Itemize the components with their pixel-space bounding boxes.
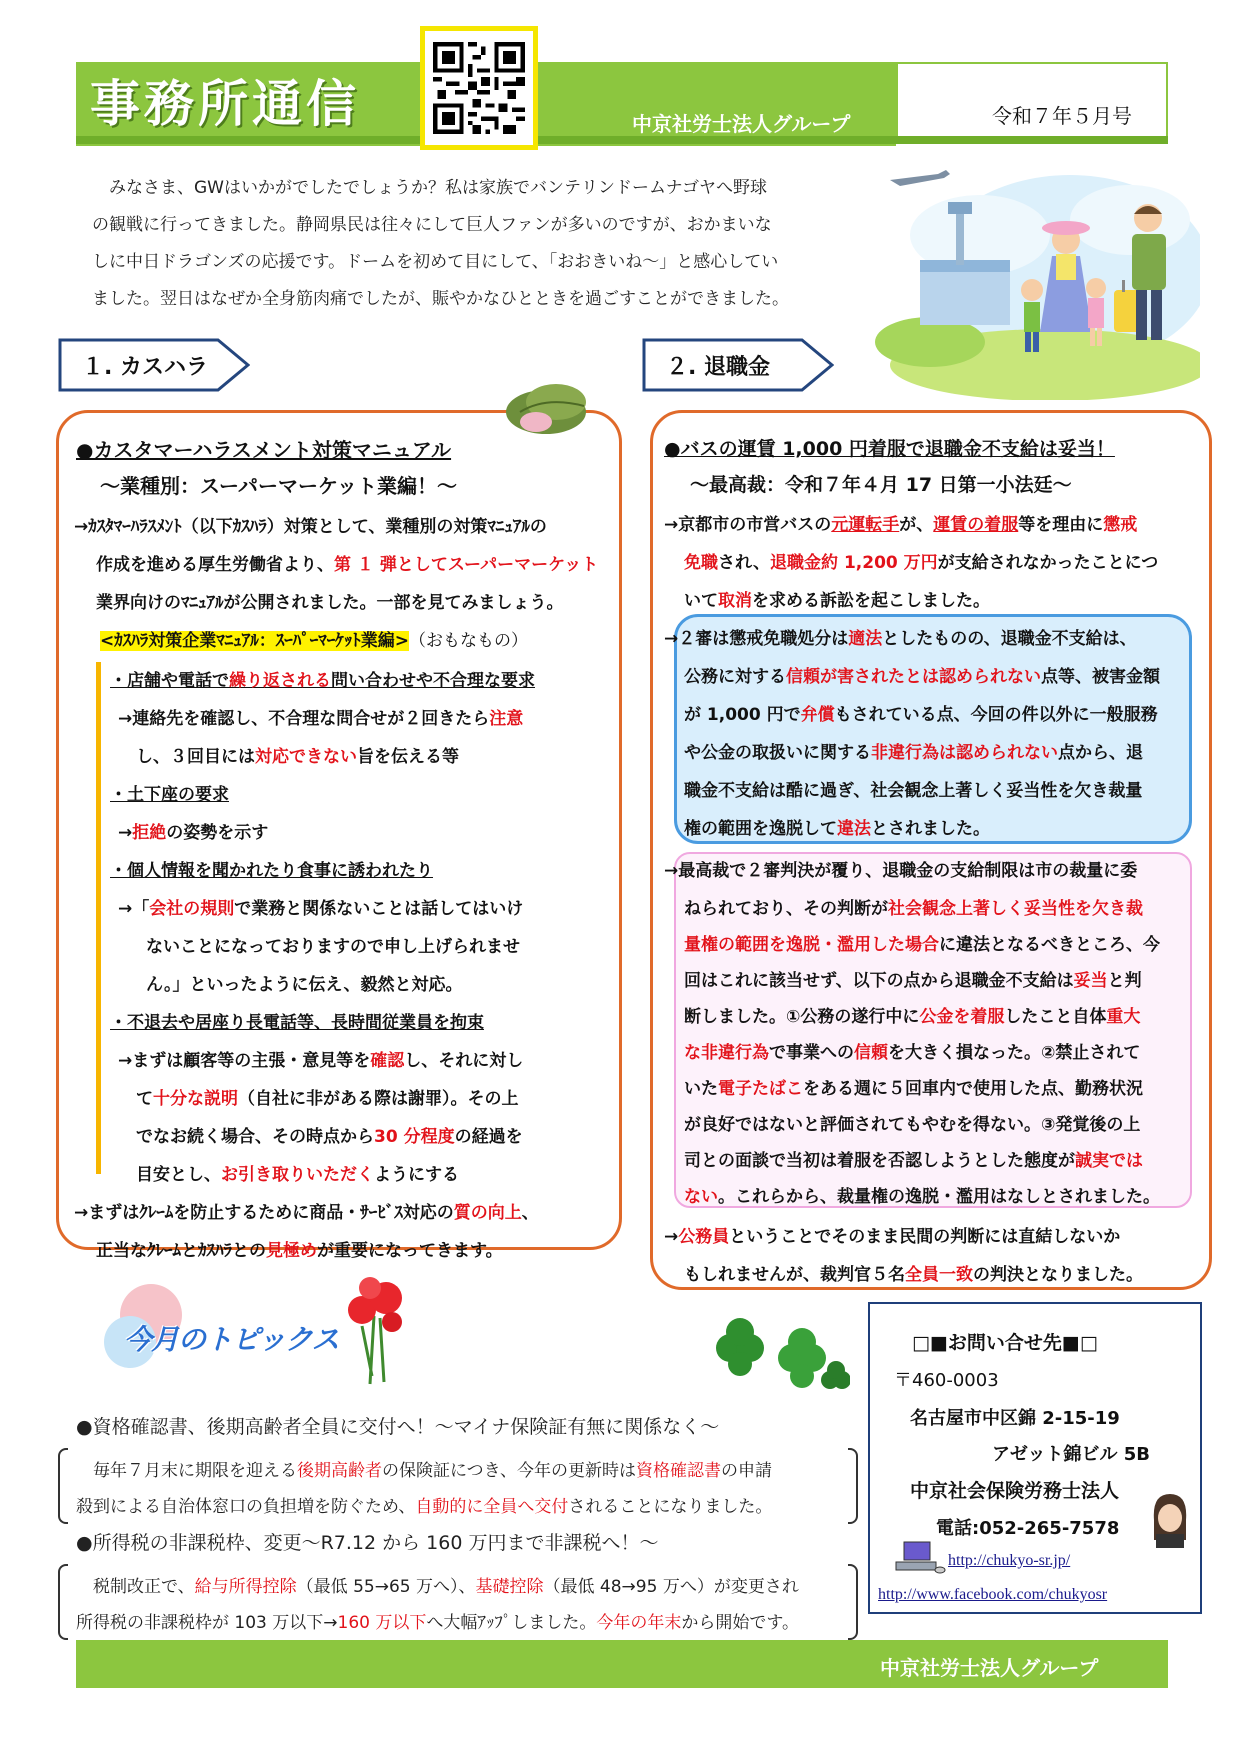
section2-para3-line: いた電子たばこをある週に５回車内で使用した点、勤務状況 [684, 1079, 1143, 1099]
bracket [58, 1564, 68, 1640]
contact-phone: 電話:052-265-7578 [936, 1518, 1120, 1539]
intro-line: しに中日ドラゴンズの応援です。ドームを初めて目にして、「おおきいね～」と感心してい [92, 252, 779, 272]
section2-para1-line: 免職され、退職金約 1,200 万円が支給されなかったことにつ [684, 553, 1159, 573]
kasuhara-item-body: →「会社の規則で業務と関係ないことは話してはいけ [118, 899, 524, 919]
kasuhara-item-body: て十分な説明（自社に非がある際は謝罪）。その上 [136, 1089, 519, 1109]
section2-para3-line: 断しました。①公務の遂行中に公金を着服したこと自体重大 [684, 1007, 1141, 1027]
kashiwa-mochi-icon [500, 366, 596, 440]
tab-kasuhara [58, 338, 250, 392]
website-link[interactable]: http://chukyo-sr.jp/ [948, 1552, 1071, 1569]
section2-para3-line: 司との面談で当初は着服を否認しようとした態度が誠実では [684, 1151, 1143, 1171]
contact-company: 中京社会保険労務士法人 [910, 1480, 1120, 1502]
section1-intro-line: 作成を進める厚生労働省より、第 １ 弾としてスーパーマーケット [96, 555, 599, 575]
tab-label: ２. 退職金 [666, 355, 771, 380]
bracket [848, 1448, 858, 1524]
kasuhara-item-head: ・土下座の要求 [110, 785, 229, 805]
contact-address: 名古屋市中区錦 2-15-19 [910, 1408, 1120, 1429]
qr-code-icon[interactable] [420, 26, 538, 150]
section1-heading: ●カスタマーハラスメント対策マニュアル [76, 438, 452, 462]
section2-para2-line: 職金不支給は酷に過ぎ、社会観念上著しく妥当性を欠き裁量 [684, 781, 1143, 801]
section1-intro-line: 業界向けのﾏﾆｭｱﾙが公開されました。一部を見てみましょう。 [96, 593, 564, 613]
section2-para3-line: が良好ではないと評価されてもやむを得ない。③発覚後の上 [684, 1115, 1141, 1135]
kasuhara-item-head: ・不退去や居座り長電話等、長時間従業員を拘束 [110, 1013, 484, 1033]
topic2-heading: ●所得税の非課税枠、変更～R7.12 から 160 万円まで非課税へ！～ [76, 1532, 659, 1554]
intro-line: みなさま、GWはいかがでしたでしょうか？私は家族でバンテリンドームナゴヤへ野球 [109, 178, 767, 198]
section1-intro-line: →ｶｽﾀﾏｰﾊﾗｽﾒﾝﾄ（以下ｶｽﾊﾗ）対策として、業種別の対策ﾏﾆｭｱﾙの [74, 517, 547, 537]
topic2-line: 税制改正で、給与所得控除（最低 55→65 万へ）、基礎控除（最低 48→95 万へ）が変更され [76, 1577, 799, 1597]
intro-line: ました。翌日はなぜか全身筋肉痛でしたが、賑やかなひとときを過ごすことができました。 [92, 289, 789, 309]
contact-zip: 〒460-0003 [894, 1370, 999, 1391]
header-group-name: 中京社労士法人グループ [632, 112, 851, 136]
topic1-line: 毎年７月末に期限を迎える後期高齢者の保険証につき、今年の更新時は資格確認書の申請 [76, 1461, 772, 1481]
newsletter-title: 事務所通信 [90, 75, 360, 133]
section2-para3-line: 回はこれに該当せず、以下の点から退職金不支給は妥当と判 [684, 971, 1142, 991]
section2-para1-line: いて取消を求める訴訟を起こしました。 [684, 591, 990, 611]
contact-box [868, 1302, 1202, 1614]
section2-para4-line: →公務員ということでそのまま民間の判断には直結しないか [664, 1227, 1121, 1247]
family-travel-illustration [860, 150, 1200, 400]
section2-para2-line: 権の範囲を逸脱して違法とされました。 [684, 819, 990, 839]
kasuhara-item-body: ないことになっておりますので申し上げられませ [146, 937, 520, 957]
facebook-link[interactable]: http://www.facebook.com/chukyosr [878, 1586, 1108, 1603]
header-underline [76, 136, 1168, 144]
staff-avatar [1148, 1490, 1192, 1548]
section2-para3-line: →最高裁で２審判決が覆り、退職金の支給制限は市の裁量に委 [664, 861, 1138, 881]
section1-outro-line: 正当なｸﾚｰﾑとｶｽﾊﾗとの見極めが重要になってきます。 [96, 1241, 503, 1261]
kasuhara-item-head: ・店舗や電話で繰り返される問い合わせや不合理な要求 [110, 671, 535, 691]
section2-para3-line: ない。これらから、裁量権の逸脱・濫用はなしとされました。 [684, 1187, 1160, 1207]
computer-icon [890, 1540, 946, 1576]
section2-para1-line: →京都市の市営バスの元運転手が、運賃の着服等を理由に懲戒 [664, 515, 1138, 535]
section2-para4-line: もしれませんが、裁判官５名全員一致の判決となりました。 [684, 1265, 1143, 1285]
section2-para2-line: が 1,000 円で弁償もされている点、今回の件以外に一般服務 [684, 705, 1158, 725]
bracket [848, 1564, 858, 1640]
issue-date: 令和７年５月号 [992, 104, 1132, 128]
kasuhara-item-body: し、３回目には対応できない旨を伝える等 [136, 747, 459, 767]
intro-line: の観戦に行ってきました。静岡県民は往々にして巨人ファンが多いのですが、おかまいな [92, 215, 772, 235]
section2-para3-line: ねられており、その判断が社会観念上著しく妥当性を欠き裁 [684, 899, 1143, 919]
contact-title: □■お問い合せ先■□ [912, 1332, 1098, 1354]
intro-paragraph [92, 170, 860, 318]
contact-building: アゼット錦ビル 5B [992, 1444, 1150, 1465]
tab-retirement [642, 338, 834, 392]
topic1-heading: ●資格確認書、後期高齢者全員に交付へ！～マイナ保険証有無に関係なく～ [76, 1416, 720, 1438]
kasuhara-item-body: でなお続く場合、その時点から30 分程度の経過を [136, 1127, 523, 1147]
section2-para2-line: や公金の取扱いに関する非違行為は認められない点から、退 [684, 743, 1143, 763]
section1-subheading: ～業種別：スーパーマーケット業編！～ [100, 474, 457, 498]
section2-subheading: ～最高裁：令和７年４月 17 日第一小法廷～ [690, 474, 1072, 496]
topic1-line: 殺到による自治体窓口の負担増を防ぐため、自動的に全員へ交付されることになりました。 [76, 1497, 773, 1517]
tab-label: １. カスハラ [82, 355, 209, 380]
section2-para3-line: な非違行為で事業への信頼を大きく損なった。②禁止されて [684, 1043, 1141, 1063]
kasuhara-item-body: ん。」といったように伝え、毅然と対応。 [146, 975, 463, 995]
section1-outro-line: →まずはｸﾚｰﾑを防止するために商品・ｻｰﾋﾞｽ対応の質の向上、 [74, 1203, 539, 1223]
carnation-icon [340, 1276, 410, 1386]
highlight-bar [96, 662, 101, 1174]
section2-para2-line: →２審は懲戒免職処分は適法としたものの、退職金不支給は、 [664, 629, 1137, 649]
bracket [58, 1448, 68, 1524]
section2-para2-line: 公務に対する信頼が害されたとは認められない点等、被害金額 [684, 667, 1160, 687]
kasuhara-item-body: →まずは顧客等の主張・意見等を確認し、それに対し [118, 1051, 524, 1071]
kasuhara-item-body: 目安とし、お引き取りいただくようにする [136, 1165, 459, 1185]
topics-title: 今月のトピックス [124, 1323, 339, 1356]
kasuhara-item-body: →連絡先を確認し、不合理な問合せが２回きたら注意 [118, 709, 524, 729]
manual-label: <ｶｽﾊﾗ対策企業ﾏﾆｭｱﾙ：ｽｰﾊﾟｰﾏｰｹｯﾄ業編>（おもなもの） [100, 631, 528, 651]
kasuhara-item-body: →拒絶の姿勢を示す [118, 823, 269, 843]
section2-para3-line: 量権の範囲を逸脱・濫用した場合に違法となるべきところ、今 [684, 935, 1160, 955]
section2-heading: ●バスの運賃 1,000 円着服で退職金不支給は妥当！ [664, 438, 1115, 460]
kasuhara-item-head: ・個人情報を聞かれたり食事に誘われたり [110, 861, 433, 881]
topic2-line: 所得税の非課税枠が 103 万以下→160 万以下へ大幅ｱｯﾌﾟしました。今年の年末から開始です。 [76, 1613, 799, 1633]
clover-icon [700, 1318, 850, 1400]
footer-group-name: 中京社労士法人グループ [880, 1656, 1099, 1680]
